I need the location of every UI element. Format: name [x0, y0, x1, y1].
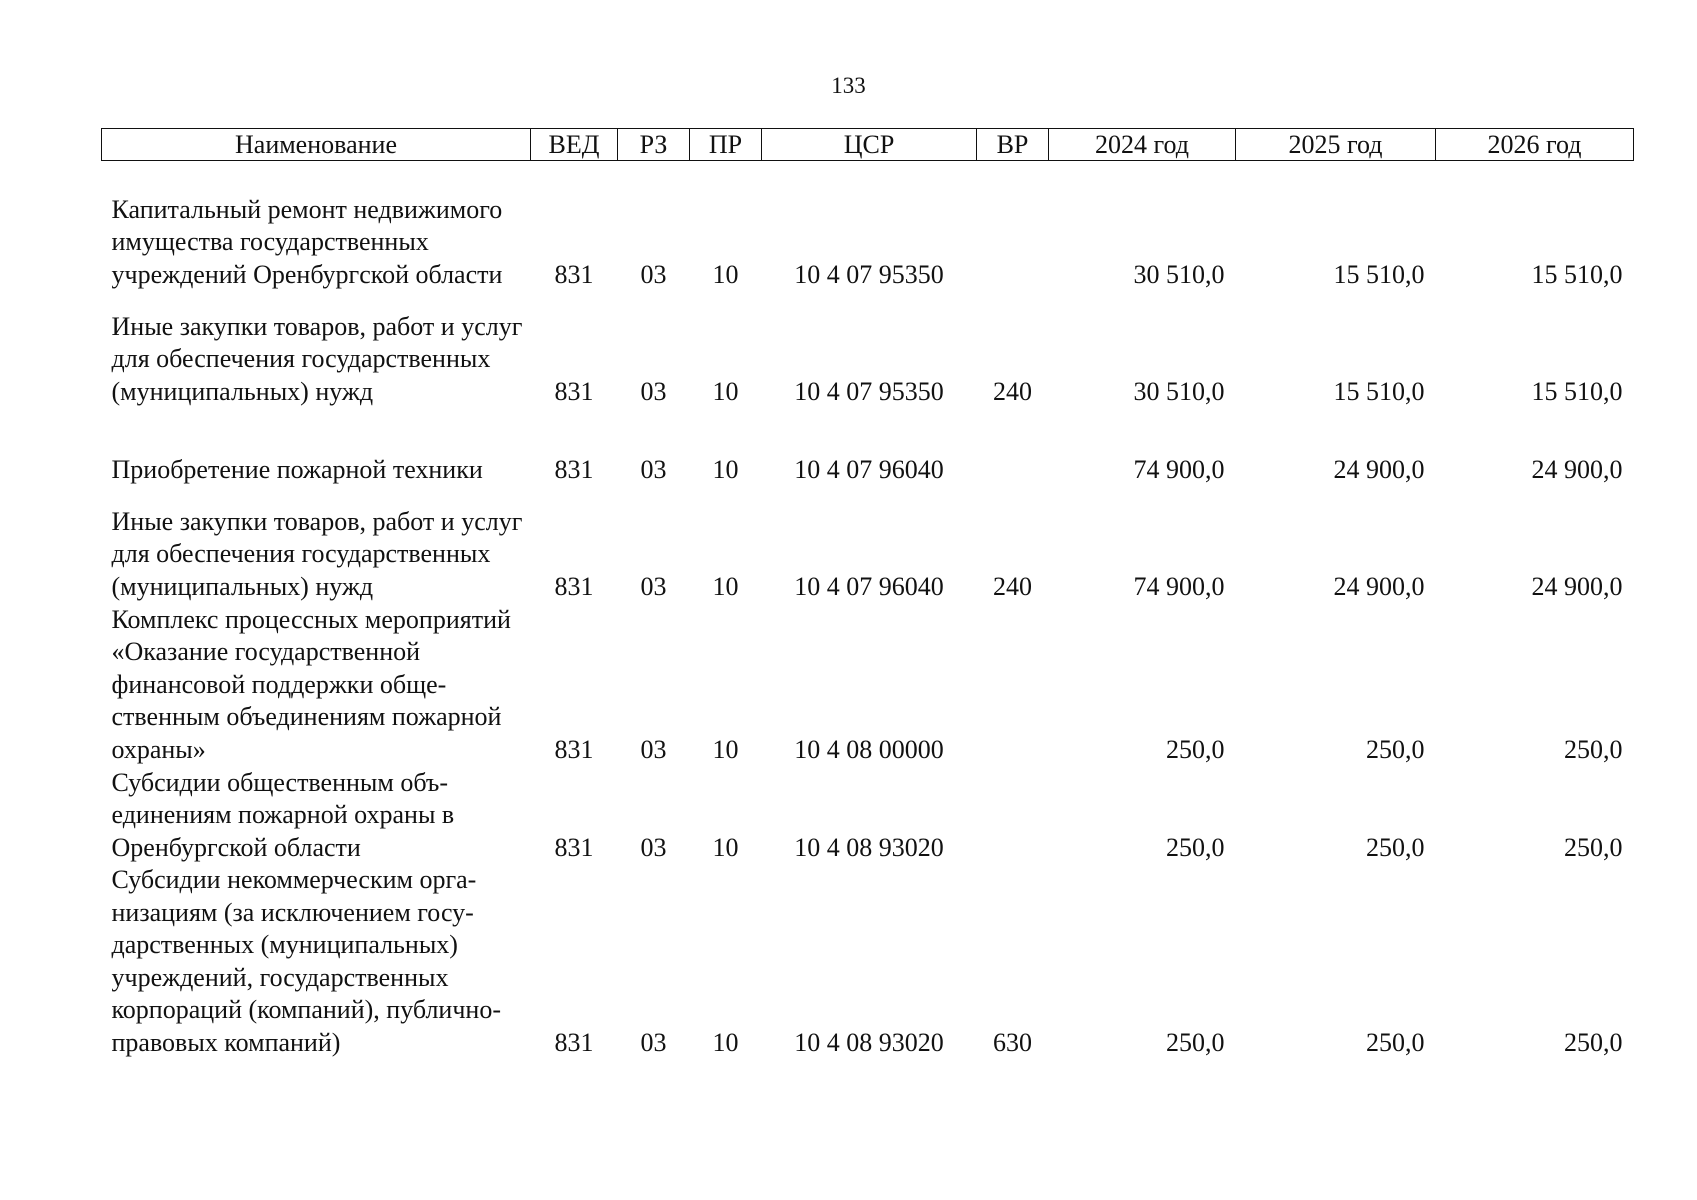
budget-table	[101, 128, 1634, 1059]
row-ved: 831	[554, 734, 594, 764]
row-ved: 831	[554, 1027, 594, 1057]
row-vr: 240	[993, 571, 1032, 601]
row-vr	[977, 766, 1049, 864]
row-pr: 10	[712, 454, 739, 484]
table-row	[102, 291, 1634, 408]
table-row	[102, 161, 1634, 292]
row-vr	[977, 408, 1049, 486]
row-2026: 24 900,0	[1531, 571, 1623, 601]
row-name: Капитальный ремонт недвижимого имущества государственных учреждений Оренбургской области	[111, 194, 503, 289]
row-name: Субсидии общественным объединениям пожарной охраны в Оренбургской области	[111, 767, 455, 862]
header-rz: РЗ	[618, 129, 690, 161]
row-csr: 10 4 07 95350	[794, 376, 944, 406]
row-2024: 30 510,0	[1133, 259, 1225, 289]
row-2026: 250,0	[1564, 1027, 1623, 1057]
header-ved: ВЕД	[531, 129, 618, 161]
header-2025: 2025 год	[1236, 129, 1436, 161]
row-pr: 10	[712, 571, 739, 601]
row-rz: 03	[640, 571, 667, 601]
row-2024: 74 900,0	[1133, 571, 1225, 601]
row-2025: 250,0	[1366, 832, 1425, 862]
row-rz: 03	[640, 1027, 667, 1057]
row-pr: 10	[712, 376, 739, 406]
row-2026: 250,0	[1564, 734, 1623, 764]
table-header-row	[102, 129, 1634, 161]
row-ved: 831	[554, 259, 594, 289]
row-2024: 250,0	[1166, 832, 1225, 862]
row-ved: 831	[554, 376, 594, 406]
row-2026: 24 900,0	[1531, 454, 1623, 484]
row-name: Приобретение пожарной техники	[111, 454, 483, 484]
row-rz: 03	[640, 376, 667, 406]
row-name: Комплекс процессных мероприятий «Оказание государственной финансовой поддержки общественным объединениям пожарной охраны»	[111, 604, 511, 764]
row-csr: 10 4 07 96040	[794, 571, 944, 601]
row-name: Субсидии некоммерческим организациям (за исключением государственных (муниципальных) учреждений, государственных корпораций (компаний), публично-правовых компаний)	[111, 865, 501, 1057]
table-row	[102, 766, 1634, 864]
row-csr: 10 4 08 93020	[794, 1027, 944, 1057]
page-number: 133	[831, 73, 866, 98]
row-csr: 10 4 07 95350	[794, 259, 944, 289]
header-name: Наименование	[102, 129, 531, 161]
row-2025: 24 900,0	[1333, 454, 1425, 484]
table-row	[102, 864, 1634, 1059]
row-2025: 15 510,0	[1333, 259, 1425, 289]
row-vr: 240	[993, 376, 1032, 406]
table-row	[102, 408, 1634, 486]
row-rz: 03	[640, 259, 667, 289]
row-csr: 10 4 08 93020	[794, 832, 944, 862]
row-pr: 10	[712, 832, 739, 862]
row-2025: 250,0	[1366, 1027, 1425, 1057]
row-rz: 03	[640, 454, 667, 484]
row-2024: 250,0	[1166, 734, 1225, 764]
row-pr: 10	[712, 1027, 739, 1057]
row-vr: 630	[993, 1027, 1032, 1057]
header-vr: ВР	[977, 129, 1049, 161]
row-2025: 15 510,0	[1333, 376, 1425, 406]
row-2026: 250,0	[1564, 832, 1623, 862]
row-vr	[977, 603, 1049, 766]
header-pr: ПР	[690, 129, 762, 161]
row-vr	[977, 161, 1049, 292]
row-2024: 30 510,0	[1133, 376, 1225, 406]
row-2025: 250,0	[1366, 734, 1425, 764]
budget-table-container	[101, 128, 1633, 1059]
row-csr: 10 4 07 96040	[794, 454, 944, 484]
table-row	[102, 486, 1634, 603]
row-ved: 831	[554, 454, 594, 484]
header-2026: 2026 год	[1436, 129, 1634, 161]
row-2026: 15 510,0	[1531, 259, 1623, 289]
table-row	[102, 603, 1634, 766]
row-ved: 831	[554, 832, 594, 862]
row-2024: 74 900,0	[1133, 454, 1225, 484]
row-2024: 250,0	[1166, 1027, 1225, 1057]
header-2024: 2024 год	[1049, 129, 1236, 161]
row-rz: 03	[640, 734, 667, 764]
row-name: Иные закупки товаров, работ и услуг для обеспечения государственных (муниципальных) нужд	[111, 311, 523, 406]
row-pr: 10	[712, 259, 739, 289]
row-name: Иные закупки товаров, работ и услуг для обеспечения государственных (муниципальных) нужд	[111, 506, 523, 601]
row-2025: 24 900,0	[1333, 571, 1425, 601]
row-2026: 15 510,0	[1531, 376, 1623, 406]
row-rz: 03	[640, 832, 667, 862]
row-pr: 10	[712, 734, 739, 764]
row-ved: 831	[554, 571, 594, 601]
row-csr: 10 4 08 00000	[794, 734, 944, 764]
header-csr: ЦСР	[762, 129, 977, 161]
